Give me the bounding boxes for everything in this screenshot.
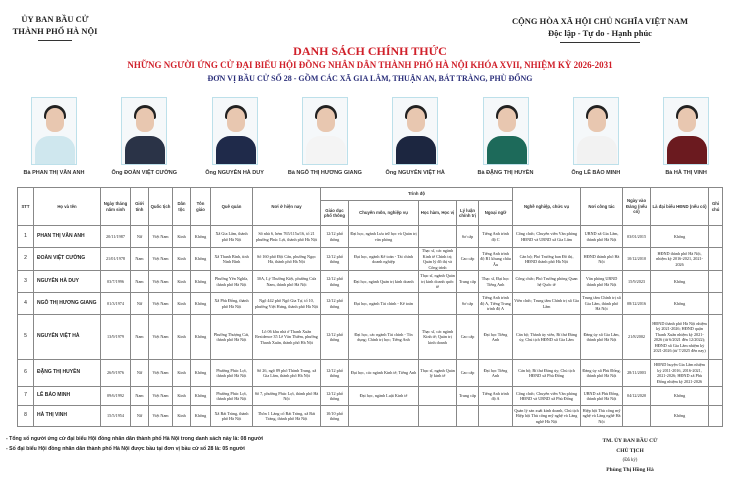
cell-workplace: HĐND thành phố Hà Nội xyxy=(581,248,623,271)
cell-politics: Trung cấp xyxy=(457,387,479,406)
cell-general: 12/12 phổ thông xyxy=(321,271,349,293)
cell-residence: Thôn 1 Làng cổ Bát Tràng, xã Bát Tràng, thành phố Hà Nội xyxy=(253,406,321,427)
cell-politics: Trung cấp xyxy=(457,271,479,293)
table-row xyxy=(18,406,723,427)
cell-dob: 20/11/1987 xyxy=(101,226,131,248)
cell-residence: Số 7, phường Phúc Lợi, thành phố Hà Nội xyxy=(253,387,321,406)
cell-religion: Không xyxy=(191,226,211,248)
cell-gender: Nam xyxy=(131,271,149,293)
cell-politics: Cao cấp xyxy=(457,248,479,271)
cell-delegate: Không xyxy=(651,387,709,406)
cell-workplace: UBND xã Gia Lâm, thành phố Hà Nội xyxy=(581,226,623,248)
portrait-face xyxy=(227,108,245,132)
photo-caption: Ông NGUYỄN VIỆT HÀ xyxy=(385,170,445,176)
cell-job: Cán bộ; Thành ủy viên, Bí thư Đảng ủy, Chủ tịch HĐND xã Gia Lâm xyxy=(513,315,581,360)
cell-degree: Thạc sĩ, các ngành Kinh tế Chính trị; Quản lý đô thị và Công trình xyxy=(419,248,457,271)
candidate-photo xyxy=(392,97,438,165)
cell-job: Cán bộ; Phó Trưởng ban Đô thị, HĐND thành phố Hà Nội xyxy=(513,248,581,271)
cell-gender: Nam xyxy=(131,315,149,360)
cell-hometown: Xã Phù Đổng, thành phố Hà Nội xyxy=(211,293,253,315)
cell-residence: Số 160 phố Đội Cấn, phường Ngọc Hà, thành phố Hà Nội xyxy=(253,248,321,271)
col-gender: Giới tính xyxy=(131,188,149,226)
cell-gender: Nữ xyxy=(131,293,149,315)
candidate-photo xyxy=(483,97,529,165)
cell-gender: Nữ xyxy=(131,406,149,427)
cell-name: NGUYỄN HÀ DUY xyxy=(34,271,101,293)
document-subtitle: NHỮNG NGƯỜI ỨNG CỬ ĐẠI BIỂU HỘI ĐỒNG NHÂN DÂN THÀNH PHỐ HÀ NỘI KHÓA XVII, NHIỆM KỲ 2026-2031 xyxy=(127,60,613,70)
photo-caption: Bà ĐẶNG THỊ HUYỀN xyxy=(477,170,534,176)
cell-nationality: Việt Nam xyxy=(149,360,173,387)
cell-general: 12/12 phổ thông xyxy=(321,315,349,360)
cell-dob: 15/5/1954 xyxy=(101,406,131,427)
cell-hometown: Phường Phúc Lợi, thành phố Hà Nội xyxy=(211,360,253,387)
photo-caption: Bà NGÔ THỊ HƯƠNG GIANG xyxy=(287,170,362,176)
cell-stt: 1 xyxy=(18,226,34,248)
cell-language: Tiếng Anh trình độ C xyxy=(479,226,513,248)
cell-job: Cán bộ; Bí thư Đảng ủy; Chủ tịch HĐND xã Phù Đổng xyxy=(513,360,581,387)
cell-degree: Thạc sĩ, ngành Quản trị kinh doanh quốc tế xyxy=(419,271,457,293)
candidate-table xyxy=(17,187,723,427)
cell-major: Đại học, các ngành Tài chính - Tín dụng; Chính trị học; Tiếng Anh xyxy=(349,315,419,360)
cell-note xyxy=(709,248,723,271)
cell-politics: Sơ cấp xyxy=(457,226,479,248)
cell-politics: Cao cấp xyxy=(457,315,479,360)
col-major: Chuyên môn, nghiệp vụ xyxy=(349,201,419,226)
portrait-body xyxy=(396,136,436,165)
cell-job: Viên chức; Trung tâm Chính trị xã Gia Lâm xyxy=(513,293,581,315)
cell-party: 03/01/2015 xyxy=(623,226,651,248)
cell-major: Đại học, ngành Lưu trữ học và Quản trị văn phòng xyxy=(349,226,419,248)
cell-ethnic: Kinh xyxy=(173,271,191,293)
col-note: Ghi chú xyxy=(709,188,723,226)
portrait-face xyxy=(588,108,606,132)
cell-politics xyxy=(457,406,479,427)
cell-job: Công chức; Chuyên viên Văn phòng HĐND và UBND xã Phù Đổng xyxy=(513,387,581,406)
col-dob: Ngày tháng năm sinh xyxy=(101,188,131,226)
col-general: Giáo dục phổ thông xyxy=(321,201,349,226)
cell-party: 10/12/2010 xyxy=(623,248,651,271)
signature-block xyxy=(560,437,700,475)
candidate-photo xyxy=(573,97,619,165)
col-ethnic: Dân tộc xyxy=(173,188,191,226)
candidate-photo xyxy=(212,97,258,165)
table-row xyxy=(18,271,723,293)
cell-language: Đại học Tiếng Anh xyxy=(479,315,513,360)
col-delegate: Là đại biểu HĐND (nếu có) xyxy=(651,188,709,226)
col-stt: STT xyxy=(18,188,34,226)
cell-job: Quản lý sản xuất kinh doanh, Chủ tịch Hiệp hội Thủ công mỹ nghệ và Làng nghề Hà Nội xyxy=(513,406,581,427)
col-level: Trình độ xyxy=(321,188,513,201)
cell-religion: Không xyxy=(191,406,211,427)
col-hometown: Quê quán xyxy=(211,188,253,226)
cell-politics: Cao cấp xyxy=(457,360,479,387)
cell-delegate: Không xyxy=(651,293,709,315)
cell-workplace: Trung tâm Chính trị xã Gia Lâm, thành phố Hà Nội xyxy=(581,293,623,315)
candidate-photo xyxy=(302,97,348,165)
cell-nationality: Việt Nam xyxy=(149,406,173,427)
cell-workplace: UBND xã Phù Đổng, thành phố Hà Nội xyxy=(581,387,623,406)
candidate-photo xyxy=(31,97,77,165)
cell-residence: Lô 06 khu nhà ở Thanh Xuân Residence 35 Lê Văn Thiêm, phường Thanh Xuân, thành phố Hà Nội xyxy=(253,315,321,360)
portrait-body xyxy=(306,136,346,165)
cell-ethnic: Kinh xyxy=(173,315,191,360)
cell-ethnic: Kinh xyxy=(173,387,191,406)
cell-dob: 03/7/1996 xyxy=(101,271,131,293)
issuer-line2: THÀNH PHỐ HÀ NỘI xyxy=(12,26,98,36)
cell-general: 12/12 phổ thông xyxy=(321,360,349,387)
cell-nationality: Việt Nam xyxy=(149,315,173,360)
portrait-face xyxy=(498,108,516,132)
cell-general: 12/12 phổ thông xyxy=(321,293,349,315)
cell-language: Thạc sĩ, Đại học Tiếng Anh xyxy=(479,271,513,293)
cell-stt: 4 xyxy=(18,293,34,315)
cell-religion: Không xyxy=(191,387,211,406)
cell-delegate: HĐND huyện Gia Lâm nhiệm kỳ 2011-2016, 2016-2021, 2021-2026; HĐND xã Phù Đổng nhiệm kỳ 2021-2026 xyxy=(651,360,709,387)
cell-ethnic: Kinh xyxy=(173,226,191,248)
cell-ethnic: Kinh xyxy=(173,293,191,315)
cell-ethnic: Kinh xyxy=(173,406,191,427)
portrait-face xyxy=(136,108,154,132)
cell-general: 12/12 phổ thông xyxy=(321,226,349,248)
col-politics: Lý luận chính trị xyxy=(457,201,479,226)
cell-nationality: Việt Nam xyxy=(149,387,173,406)
cell-major: Đại học, ngành Kế toán - Tài chính doanh nghiệp xyxy=(349,248,419,271)
table-row xyxy=(18,293,723,315)
cell-note xyxy=(709,387,723,406)
cell-residence: Số nhà 6, hẻm 765/115a/16, tổ 21 phường Phúc Lợi, thành phố Hà Nội xyxy=(253,226,321,248)
signature-org: TM. ỦY BAN BẦU CỬ xyxy=(602,438,658,444)
cell-delegate: Không xyxy=(651,406,709,427)
cell-workplace: Văn phòng UBND thành phố Hà Nội xyxy=(581,271,623,293)
cell-party xyxy=(623,406,651,427)
cell-name: LÊ BẢO MINH xyxy=(34,387,101,406)
cell-job: Công chức; Chuyên viên Văn phòng HĐND và UBND xã Gia Lâm xyxy=(513,226,581,248)
cell-gender: Nữ xyxy=(131,226,149,248)
cell-general: 12/12 phổ thông xyxy=(321,248,349,271)
cell-name: NGUYỄN VIỆT HÀ xyxy=(34,315,101,360)
cell-stt: 7 xyxy=(18,387,34,406)
photo-caption: Ông ĐOÀN VIỆT CƯỜNG xyxy=(111,170,178,176)
col-job: Nghề nghiệp, chức vụ xyxy=(513,188,581,226)
photo-caption: Bà HÀ THỊ VINH xyxy=(665,170,707,176)
cell-stt: 5 xyxy=(18,315,34,360)
cell-name: NGÔ THỊ HƯƠNG GIANG xyxy=(34,293,101,315)
note-total: - Tổng số người ứng cử đại biểu Hội đồng nhân dân thành phố Hà Nội trong danh sách này là: 08 người xyxy=(6,436,263,442)
cell-stt: 8 xyxy=(18,406,34,427)
col-workplace: Nơi công tác xyxy=(581,188,623,226)
signature-status: (Đã ký) xyxy=(622,458,638,463)
table-row xyxy=(18,248,723,271)
cell-religion: Không xyxy=(191,248,211,271)
cell-note xyxy=(709,360,723,387)
cell-party: 28/11/2003 xyxy=(623,360,651,387)
cell-nationality: Việt Nam xyxy=(149,293,173,315)
cell-nationality: Việt Nam xyxy=(149,226,173,248)
col-name: Họ và tên xyxy=(34,188,101,226)
cell-degree xyxy=(419,406,457,427)
cell-dob: 01/3/1974 xyxy=(101,293,131,315)
cell-note xyxy=(709,293,723,315)
cell-delegate: Không xyxy=(651,271,709,293)
cell-name: HÀ THỊ VINH xyxy=(34,406,101,427)
cell-religion: Không xyxy=(191,271,211,293)
col-party: Ngày vào Đảng (nếu có) xyxy=(623,188,651,226)
portrait-body xyxy=(487,136,527,165)
cell-degree xyxy=(419,293,457,315)
table-row xyxy=(18,360,723,387)
portrait-body xyxy=(577,136,617,165)
cell-religion: Không xyxy=(191,315,211,360)
cell-residence: Số 26, ngõ 89 phố Thành Trung, xã Gia Lâm, thành phố Hà Nội xyxy=(253,360,321,387)
cell-major xyxy=(349,406,419,427)
signer-name: Phùng Thị Hồng Hà xyxy=(606,466,654,473)
cell-language: Tiếng Anh trình độ B1 khung châu Âu xyxy=(479,248,513,271)
cell-hometown: Phường Phúc Lợi, thành phố Hà Nội xyxy=(211,387,253,406)
note-seats: - Số đại biểu Hội đồng nhân dân thành phố Hà Nội được bầu tại đơn vị bầu cử số 28 là: 05 người xyxy=(6,446,245,452)
cell-major: Đại học, các ngành Kinh tế; Tiếng Anh xyxy=(349,360,419,387)
cell-degree xyxy=(419,387,457,406)
cell-note xyxy=(709,406,723,427)
cell-party: 04/12/2020 xyxy=(623,387,651,406)
portrait-face xyxy=(317,108,335,132)
cell-note xyxy=(709,271,723,293)
divider xyxy=(38,40,72,41)
portrait-face xyxy=(678,108,696,132)
cell-hometown: Xã Gia Lâm, thành phố Hà Nội xyxy=(211,226,253,248)
issuer-header xyxy=(0,13,110,41)
cell-name: ĐOÀN VIỆT CƯỜNG xyxy=(34,248,101,271)
col-nationality: Quốc tịch xyxy=(149,188,173,226)
portrait-body xyxy=(35,136,75,165)
cell-hometown: Xã Thanh Bình, tỉnh Ninh Bình xyxy=(211,248,253,271)
portrait-body xyxy=(125,136,165,165)
cell-residence: Ngõ 442 phố Ngô Gia Tự, tổ 10, phường Việt Hưng, thành phố Hà Nội xyxy=(253,293,321,315)
cell-stt: 6 xyxy=(18,360,34,387)
cell-major: Đại học, ngành Luật Kinh tế xyxy=(349,387,419,406)
cell-delegate: HĐND thành phố Hà Nội nhiệm kỳ 2021-2026; HĐND quận Thanh Xuân nhiệm kỳ 2021-2026 (từ 6/2021 đến 12/2022); HĐND xã Gia Lâm nhiệm kỳ 2021-2026 (từ 7/2025 đến nay) xyxy=(651,315,709,360)
photo-caption: Ông LÊ BẢO MINH xyxy=(571,170,621,176)
portrait-body xyxy=(216,136,256,165)
summary-notes xyxy=(6,434,263,454)
cell-dob: 26/9/1976 xyxy=(101,360,131,387)
cell-workplace: Hiệp hội Thủ công mỹ nghệ và Làng nghề Hà Nội xyxy=(581,406,623,427)
cell-party: 21/8/2002 xyxy=(623,315,651,360)
cell-dob: 09/6/1992 xyxy=(101,387,131,406)
cell-name: ĐẶNG THỊ HUYỀN xyxy=(34,360,101,387)
issuer-line1: ỦY BAN BẦU CỬ xyxy=(21,14,89,24)
cell-party: 15/9/2023 xyxy=(623,271,651,293)
cell-note xyxy=(709,315,723,360)
cell-nationality: Việt Nam xyxy=(149,248,173,271)
cell-hometown: Phường Yên Nghĩa, thành phố Hà Nội xyxy=(211,271,253,293)
cell-language xyxy=(479,406,513,427)
cell-degree: Thạc sĩ, ngành Quản lý kinh tế xyxy=(419,360,457,387)
photo-caption: Bà PHAN THỊ VÂN ANH xyxy=(23,170,85,176)
national-header xyxy=(490,15,710,43)
cell-gender: Nam xyxy=(131,387,149,406)
cell-religion: Không xyxy=(191,293,211,315)
photo-caption: Ông NGUYỄN HÀ DUY xyxy=(205,170,264,176)
cell-politics: Sơ cấp xyxy=(457,293,479,315)
col-degree: Học hàm, Học vị xyxy=(419,201,457,226)
national-name: CỘNG HÒA XÃ HỘI CHỦ NGHĨA VIỆT NAM xyxy=(511,16,689,26)
cell-degree xyxy=(419,226,457,248)
cell-stt: 3 xyxy=(18,271,34,293)
cell-stt: 2 xyxy=(18,248,34,271)
cell-ethnic: Kinh xyxy=(173,248,191,271)
cell-workplace: Đảng ủy xã Phù Đổng, thành phố Hà Nội xyxy=(581,360,623,387)
cell-language: Tiếng Anh trình độ A, Tiếng Trung trình độ A xyxy=(479,293,513,315)
cell-language: Tiếng Anh trình độ A xyxy=(479,387,513,406)
cell-job: Công chức; Phó Trưởng phòng Quan hệ Quốc tế xyxy=(513,271,581,293)
signature-title: CHỦ TỊCH xyxy=(616,447,644,454)
cell-note xyxy=(709,226,723,248)
cell-hometown: Xã Bát Tràng, thành phố Hà Nội xyxy=(211,406,253,427)
cell-dob: 21/01/1978 xyxy=(101,248,131,271)
cell-gender: Nam xyxy=(131,248,149,271)
cell-party: 08/12/2016 xyxy=(623,293,651,315)
divider xyxy=(560,42,640,43)
cell-general: 10/10 phổ thông xyxy=(321,406,349,427)
cell-gender: Nữ xyxy=(131,360,149,387)
table-row xyxy=(18,226,723,248)
cell-delegate: Không xyxy=(651,226,709,248)
candidate-photo xyxy=(663,97,709,165)
candidate-photo xyxy=(121,97,167,165)
national-motto: Độc lập - Tự do - Hạnh phúc xyxy=(548,28,652,38)
cell-language: Đại học Tiếng Anh xyxy=(479,360,513,387)
electoral-unit: ĐƠN VỊ BẦU CỬ SỐ 28 - GỒM CÁC XÃ GIA LÂM, THUẬN AN, BÁT TRÀNG, PHÙ ĐỔNG xyxy=(207,74,533,83)
cell-name: PHAN THỊ VÂN ANH xyxy=(34,226,101,248)
cell-ethnic: Kinh xyxy=(173,360,191,387)
table-row xyxy=(18,315,723,360)
cell-workplace: Đảng ủy xã Gia Lâm, thành phố Hà Nội xyxy=(581,315,623,360)
cell-religion: Không xyxy=(191,360,211,387)
cell-major: Đại học, ngành Quản trị kinh doanh xyxy=(349,271,419,293)
table-row xyxy=(18,387,723,406)
cell-nationality: Việt Nam xyxy=(149,271,173,293)
col-language: Ngoại ngữ xyxy=(479,201,513,226)
portrait-face xyxy=(407,108,425,132)
portrait-face xyxy=(46,108,64,132)
cell-delegate: HĐND thành phố Hà Nội, nhiệm kỳ 2016-2021, 2021-2026 xyxy=(651,248,709,271)
cell-dob: 13/9/1979 xyxy=(101,315,131,360)
cell-major: Đại học, ngành Tài chính - Kế toán xyxy=(349,293,419,315)
col-religion: Tôn giáo xyxy=(191,188,211,226)
document-title: DANH SÁCH CHÍNH THỨC xyxy=(293,44,447,58)
cell-hometown: Phường Thượng Cát, thành phố Hà Nội xyxy=(211,315,253,360)
col-residence: Nơi ở hiện nay xyxy=(253,188,321,226)
cell-general: 12/12 phổ thông xyxy=(321,387,349,406)
cell-residence: 30A, Lý Thường Kiệt, phường Cửa Nam, thành phố Hà Nội xyxy=(253,271,321,293)
cell-degree: Thạc sĩ, các ngành Kinh tế; Quản trị kinh doanh xyxy=(419,315,457,360)
portrait-body xyxy=(667,136,707,165)
